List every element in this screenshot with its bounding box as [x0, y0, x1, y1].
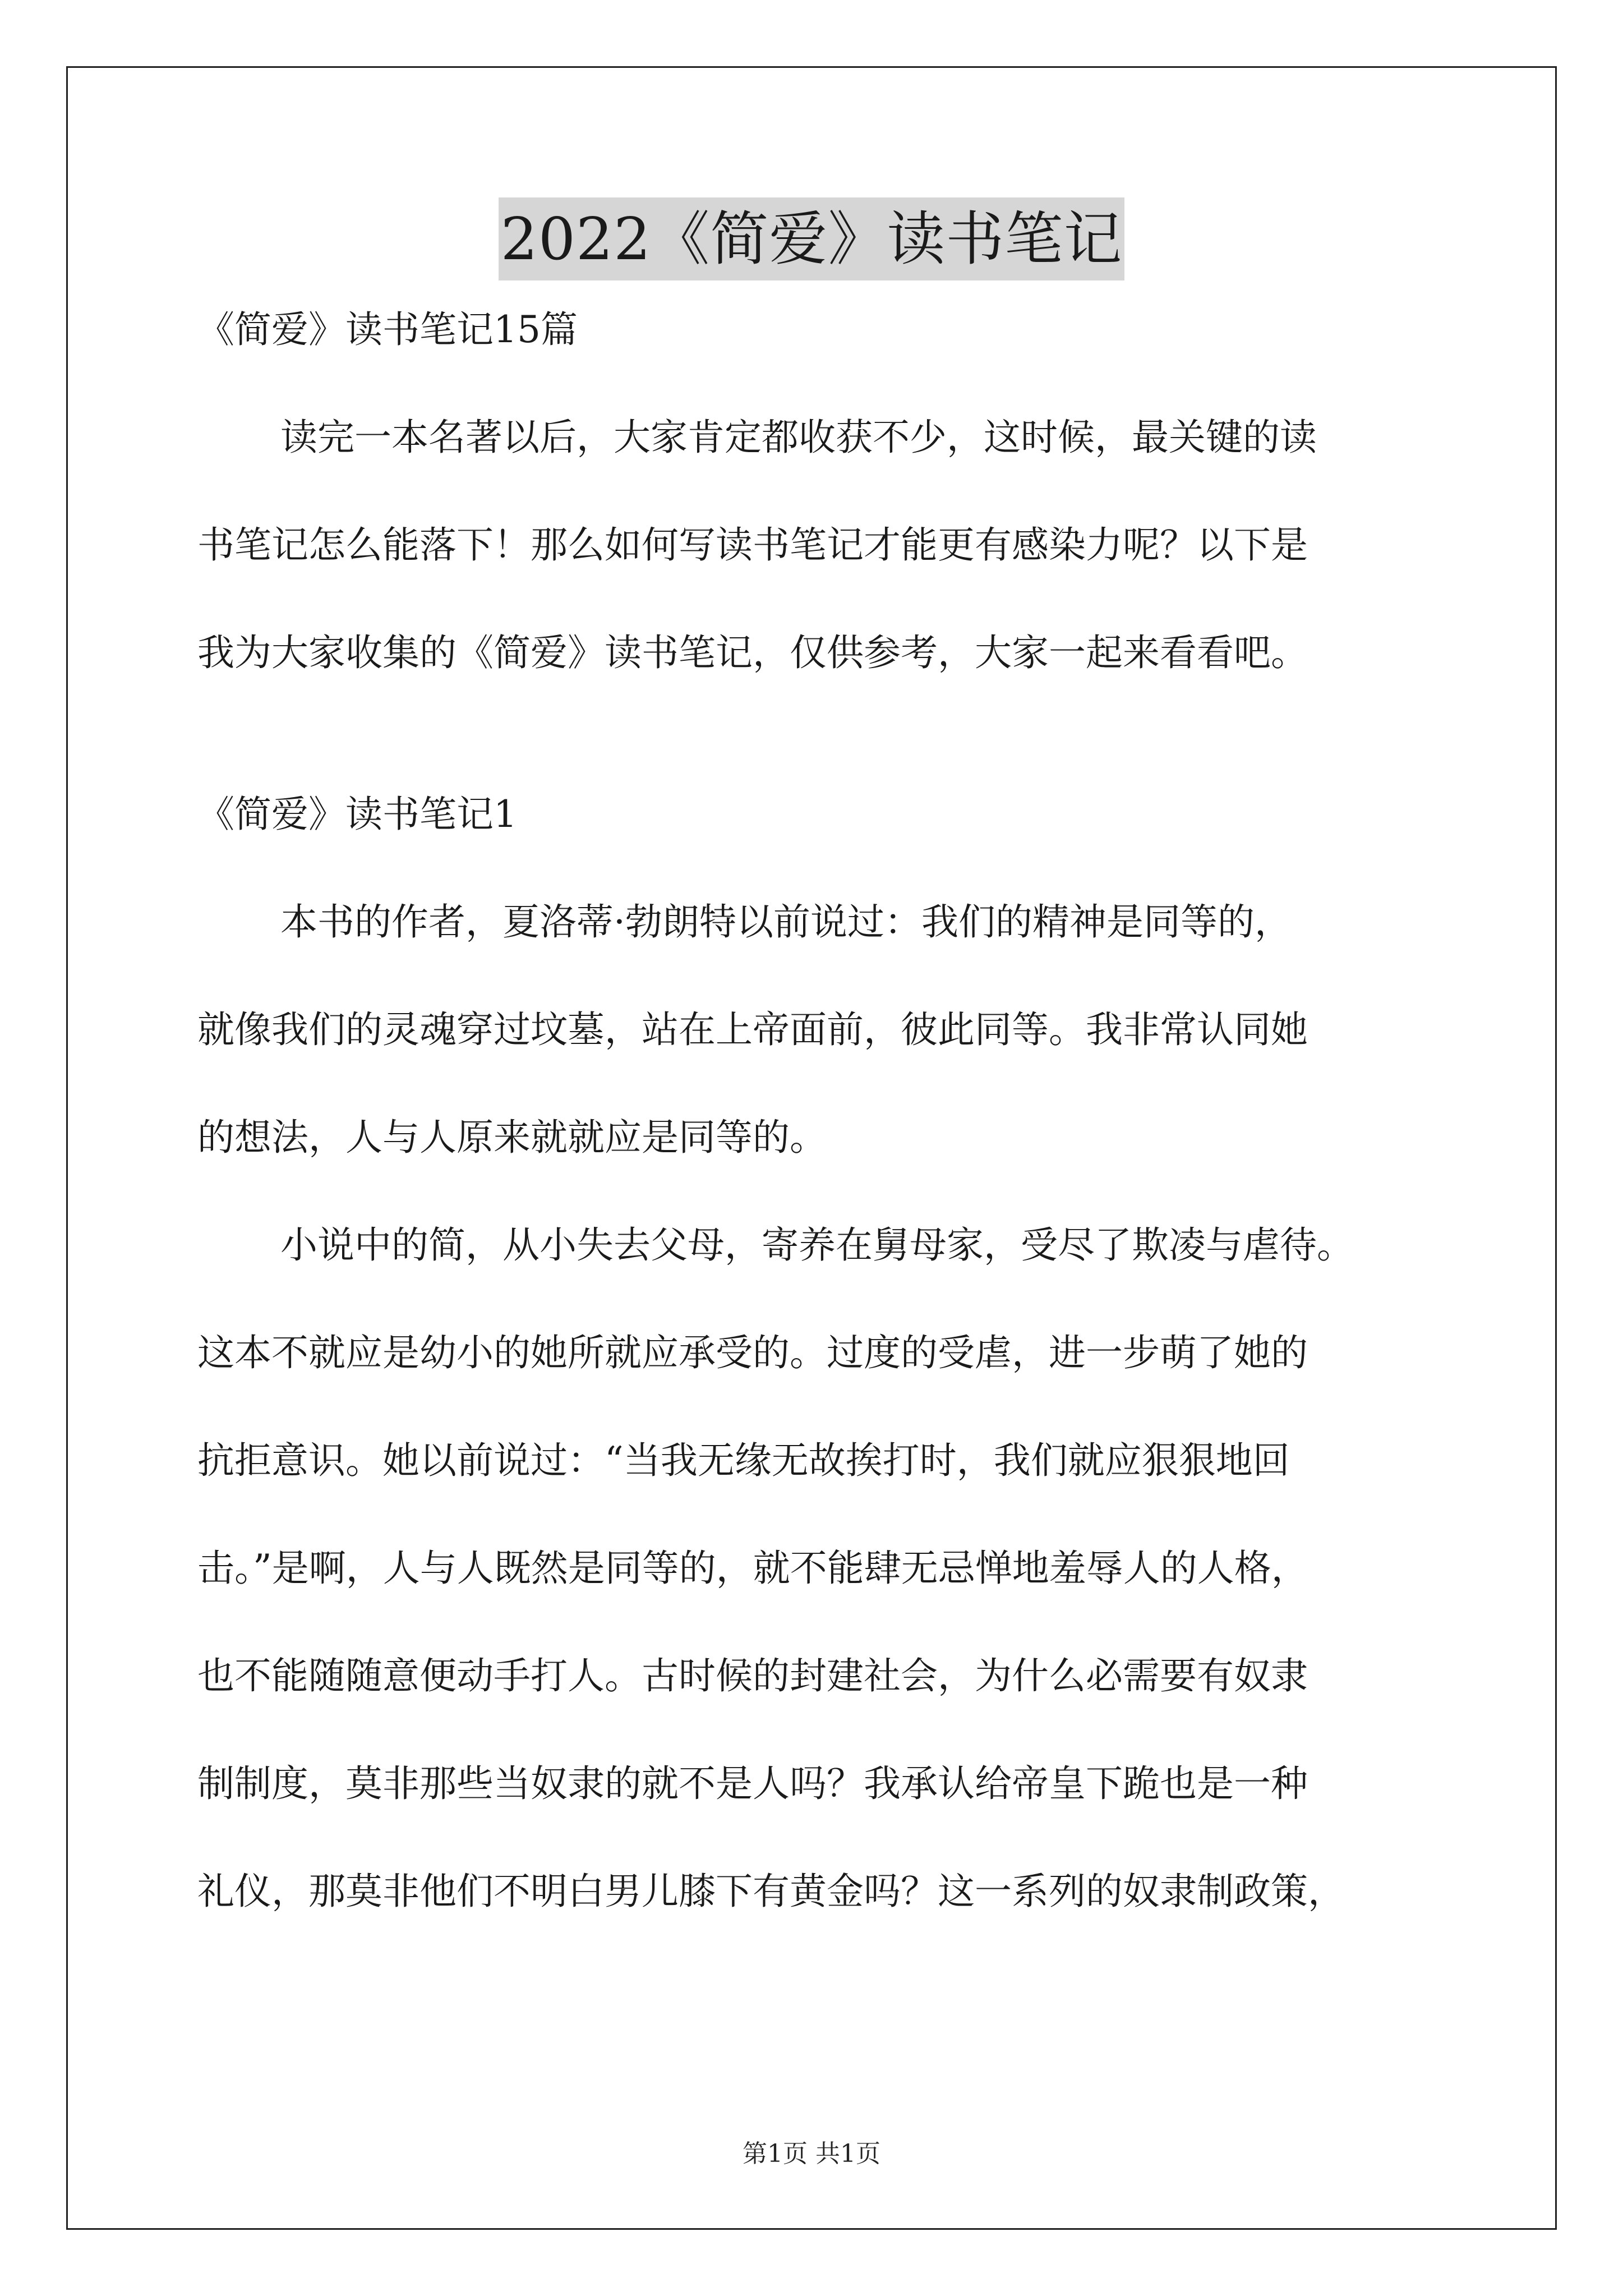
- section-heading: 《简爱》读书笔记1: [197, 793, 517, 836]
- subtitle: 《简爱》读书笔记15篇: [197, 308, 578, 351]
- text-line: 小说中的简，从小失去父母，寄养在舅母家，受尽了欺凌与虐待。: [280, 1223, 1354, 1267]
- text-line: 也不能随随意便动手打人。古时候的封建社会，为什么必需要有奴隶: [197, 1654, 1308, 1697]
- text-line: 击。”是啊，人与人既然是同等的，就不能肆无忌惮地羞辱人的人格，: [197, 1547, 1308, 1590]
- text-line: 我为大家收集的《简爱》读书笔记，仅供参考，大家一起来看看吧。: [197, 631, 1308, 674]
- document-title: 2022《简爱》读书笔记: [499, 197, 1125, 280]
- text-line: 礼仪，那莫非他们不明白男儿膝下有黄金吗？这一系列的奴隶制政策，: [197, 1870, 1345, 1913]
- intro-paragraph: [197, 411, 1437, 680]
- title-container: [0, 197, 1623, 280]
- text-line: 书笔记怎么能落下！那么如何写读书笔记才能更有感染力呢？以下是: [197, 523, 1308, 567]
- paragraph-1: [197, 895, 1437, 1165]
- text-line: 读完一本名著以后，大家肯定都收获不少，这时候，最关键的读: [280, 416, 1317, 459]
- text-line: 就像我们的灵魂穿过坟墓，站在上帝面前，彼此同等。我非常认同她: [197, 1008, 1308, 1051]
- text-line: 的想法，人与人原来就就应是同等的。: [197, 1116, 827, 1159]
- spacer: [197, 734, 1437, 788]
- document-body: [197, 303, 1437, 1972]
- page-footer: 第1页 共1页: [743, 2139, 880, 2168]
- text-line: 本书的作者，夏洛蒂·勃朗特以前说过：我们的精神是同等的，: [280, 900, 1292, 944]
- paragraph-2: [197, 1218, 1437, 1918]
- text-line: 这本不就应是幼小的她所就应承受的。过度的受虐，进一步萌了她的: [197, 1331, 1308, 1374]
- text-line: 制制度，莫非那些当奴隶的就不是人吗？我承认给帝皇下跪也是一种: [197, 1762, 1308, 1805]
- text-line: 抗拒意识。她以前说过：“当我无缘无故挨打时，我们就应狠狠地回: [197, 1439, 1290, 1482]
